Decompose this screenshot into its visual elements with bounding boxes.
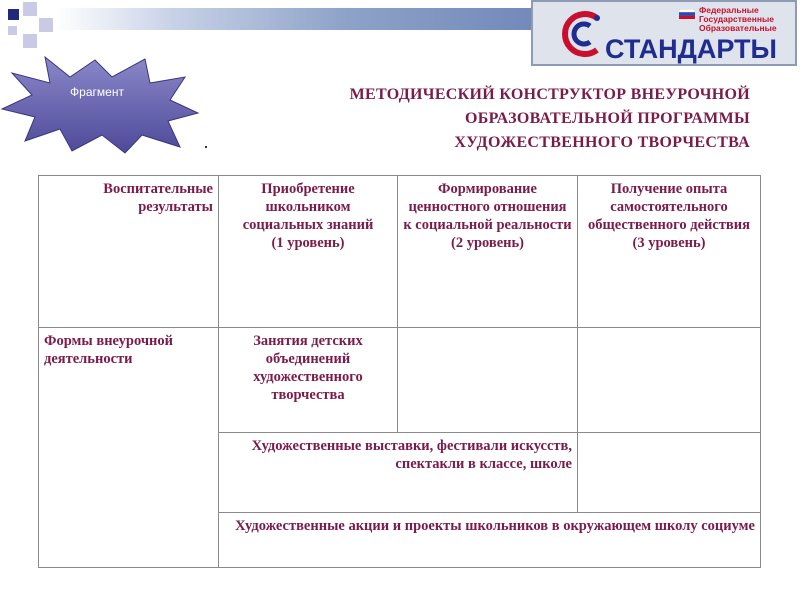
header-gradient-bar <box>55 8 535 30</box>
fgos-logo <box>531 0 797 66</box>
page-title <box>230 83 750 155</box>
row-label-text: Формы внеурочной деятельности <box>44 333 173 367</box>
decor-square-lavender <box>39 18 53 32</box>
table-header-row <box>39 176 761 328</box>
title-line-1: МЕТОДИЧЕСКИЙ КОНСТРУКТОР ВНЕУРОЧНОЙ <box>349 86 750 103</box>
header-cell-level1 <box>219 176 398 328</box>
header-cell-level3 <box>578 176 761 328</box>
empty-cell <box>578 433 761 513</box>
table-row-forms-level1 <box>39 328 761 433</box>
header-level3-number: (3 уровень) <box>632 235 706 251</box>
decor-square-lavender <box>8 26 17 35</box>
logo-caption <box>699 6 793 33</box>
empty-cell <box>398 328 578 433</box>
title-line-3: ХУДОЖЕСТВЕННОГО ТВОРЧЕСТВА <box>454 134 750 151</box>
starburst-callout-icon <box>0 55 200 155</box>
logo-line-3: Образовательные <box>699 23 777 33</box>
forms-level2-text: Художественные выставки, фестивали искусств, спектакли в классе, школе <box>251 438 572 472</box>
header-level2-number: (2 уровень) <box>450 235 525 251</box>
forms-level1-cell <box>219 328 398 433</box>
logo-line-2: Государственные <box>699 14 775 24</box>
header-level1-text: Приобретение школьником социальных знаний <box>242 181 374 233</box>
fragment-label: Фрагмент <box>70 85 124 99</box>
header-level1-number: (1 уровень) <box>271 235 345 251</box>
decor-square-lavender <box>23 2 37 16</box>
constructor-table <box>38 175 761 568</box>
decor-square-lavender <box>23 34 37 48</box>
forms-level3-cell <box>219 513 761 568</box>
c-s-emblem-icon <box>557 6 607 62</box>
row-label-forms <box>39 328 219 568</box>
decor-dot <box>205 146 207 148</box>
header-level3-text: Получение опыта самостоятельного общественного действия <box>588 181 750 233</box>
decor-square-navy <box>8 9 19 20</box>
logo-title: СТАНДАРТЫ <box>605 34 777 64</box>
forms-level2-cell <box>219 433 578 513</box>
title-line-2: ОБРАЗОВАТЕЛЬНОЙ ПРОГРАММЫ <box>464 110 750 127</box>
russian-flag-icon <box>679 9 695 19</box>
header-cell-level2 <box>398 176 578 328</box>
forms-level1-text: Занятия детских объединений художественного творчества <box>253 333 363 403</box>
header-results-text: Воспитательные результаты <box>103 181 213 215</box>
logo-line-1: Федеральные <box>699 5 759 15</box>
forms-level3-text: Художественные акции и проекты школьников в окружающем школу социуме <box>235 518 755 534</box>
header-level2-text: Формирование ценностного отношения к социальной реальности <box>403 181 572 233</box>
empty-cell <box>578 328 761 433</box>
header-cell-results <box>39 176 219 328</box>
